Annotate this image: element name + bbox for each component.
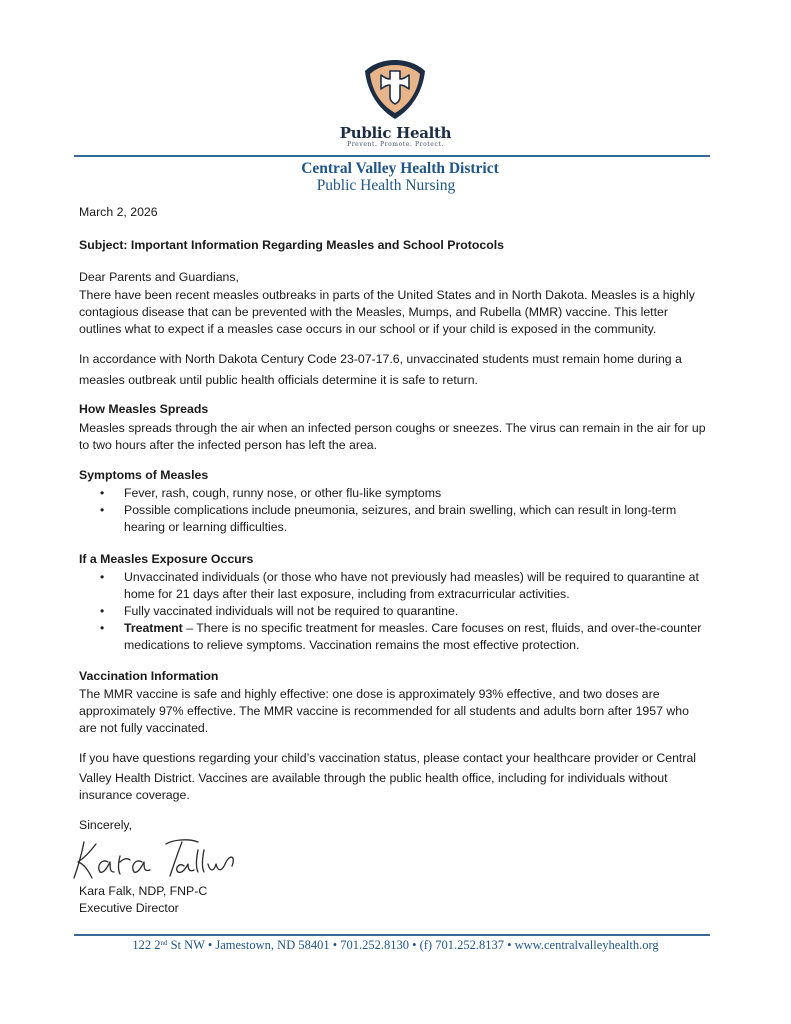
text-line: home for 21 days after their last exposure, including from extracurricular activities. <box>124 587 570 601</box>
bullet-icon: • <box>100 503 105 517</box>
section-heading-symptoms: Symptoms of Measles <box>79 468 209 482</box>
salutation: Dear Parents and Guardians, <box>79 270 239 284</box>
list-item <box>79 620 719 654</box>
section-heading-exposure: If a Measles Exposure Occurs <box>79 552 254 566</box>
org-subtitle: Public Health Nursing <box>316 177 456 194</box>
text-line: If you have questions regarding your child’s vaccination status, please contact your healthcare provider or Central <box>79 751 697 765</box>
bullet-icon: • <box>100 621 105 635</box>
text-line: There have been recent measles outbreaks in parts of the United States and in North Dakota. Measles is a highly <box>79 288 695 302</box>
list-item <box>79 569 719 603</box>
closing: Sincerely, <box>79 818 133 832</box>
text-line <box>124 620 719 637</box>
text-line: are not fully vaccinated. <box>79 721 209 735</box>
list-item <box>79 502 719 536</box>
handwritten-signature <box>70 836 250 882</box>
text-line: insurance coverage. <box>79 788 190 802</box>
footer-divider <box>74 934 710 936</box>
bullet-icon: • <box>100 486 105 500</box>
exposure-list <box>79 569 719 654</box>
text-line: In accordance with North Dakota Century Code 23-07-17.6, unvaccinated students must remain home during a <box>79 352 682 366</box>
org-name: Central Valley Health District <box>301 160 499 177</box>
text-line: medications to relieve symptoms. Vaccination remains the most effective protection. <box>124 638 580 652</box>
spread-paragraph <box>79 420 719 454</box>
header-divider <box>74 155 710 157</box>
list-item <box>79 485 719 502</box>
shield-cross-icon <box>362 57 428 121</box>
text-line: Valley Health District. Vaccines are available through the public health office, including for individuals without <box>79 771 668 785</box>
bullet-icon: • <box>100 570 105 584</box>
text-line: The MMR vaccine is safe and highly effective: one dose is approximately 93% effective, and two doses are <box>79 687 660 701</box>
section-heading-spread: How Measles Spreads <box>79 402 209 416</box>
treatment-label: Treatment <box>124 621 183 635</box>
text-line: approximately 97% effective. The MMR vaccine is recommended for all students and adults born after 1957 who <box>79 704 689 718</box>
signer-name: Kara Falk, NDP, FNP-C <box>79 884 208 898</box>
symptoms-list <box>79 485 719 536</box>
text-span: – There is no specific treatment for measles. Care focuses on rest, fluids, and over-the-counter <box>182 621 702 635</box>
text-line: Measles spreads through the air when an infected person coughs or sneezes. The virus can remain in the air for up <box>79 421 706 435</box>
list-item <box>79 603 719 620</box>
text-line: Fever, rash, cough, runny nose, or other flu-like symptoms <box>124 486 442 500</box>
bullet-icon: • <box>100 604 105 618</box>
text-line: hearing or learning difficulties. <box>124 520 288 534</box>
text-line: to two hours after the infected person has left the area. <box>79 438 378 452</box>
text-line: measles outbreak until public health officials determine it is safe to return. <box>79 373 478 387</box>
text-line: outlines what to expect if a measles case occurs in our school or if your child is exposed in the community. <box>79 322 657 336</box>
vaccination-paragraph <box>79 686 719 737</box>
footer-address-number: 122 2 <box>132 938 161 952</box>
letter-subject: Subject: Important Information Regarding Measles and School Protocols <box>79 238 504 252</box>
brand-tagline: Prevent. Promote. Protect. <box>347 141 444 148</box>
text-line: Possible complications include pneumonia, seizures, and brain swelling, which can result in long-term <box>124 503 677 517</box>
text-line: Unvaccinated individuals (or those who have not previously had measles) will be required to quarantine at <box>124 570 699 584</box>
contact-paragraph <box>79 748 719 803</box>
footer-address-rest: St NW • Jamestown, ND 58401 • 701.252.8130 • (f) 701.252.8137 • www.centralvalleyhealth.org <box>167 938 659 952</box>
law-paragraph <box>79 349 719 391</box>
signer-title: Executive Director <box>79 901 179 915</box>
brand-name: Public Health <box>339 124 452 142</box>
intro-paragraph <box>79 287 719 338</box>
letter-date: March 2, 2026 <box>79 205 158 219</box>
footer-contact <box>0 938 791 953</box>
text-line: Fully vaccinated individuals will not be required to quarantine. <box>124 604 459 618</box>
footer-address-sup: nd <box>160 939 168 947</box>
text-line: contagious disease that can be prevented with the Measles, Mumps, and Rubella (MMR) vaccine. This letter <box>79 305 668 319</box>
section-heading-vaccination: Vaccination Information <box>79 669 219 683</box>
